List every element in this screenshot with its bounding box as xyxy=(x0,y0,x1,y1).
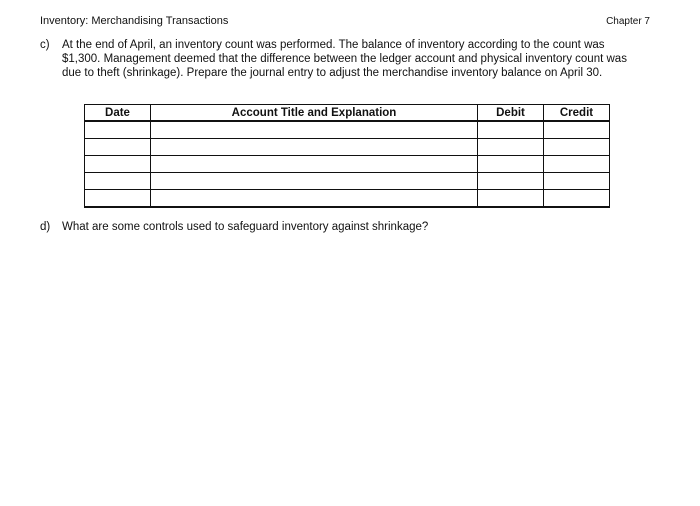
debit-cell[interactable] xyxy=(478,156,544,173)
question-c-text: At the end of April, an inventory count was performed. The balance of inventory according to the count was $1,300. Management deemed that the difference between the ledger account and physical inventory count was due to theft (shrinkage). Prepare the journal entry to adjust the merchandise inventory balance on April 30. xyxy=(62,39,627,80)
account-cell[interactable] xyxy=(151,121,478,139)
credit-cell[interactable] xyxy=(544,139,610,156)
table-row xyxy=(85,156,610,173)
table-row xyxy=(85,190,610,208)
journal-entry-table xyxy=(84,104,610,208)
date-cell[interactable] xyxy=(85,121,151,139)
question-c xyxy=(40,38,640,81)
credit-cell[interactable] xyxy=(544,121,610,139)
table-row xyxy=(85,121,610,139)
account-cell[interactable] xyxy=(151,139,478,156)
column-header-debit: Debit xyxy=(478,105,544,122)
question-d-label: d) xyxy=(40,221,51,233)
debit-cell[interactable] xyxy=(478,173,544,190)
question-d xyxy=(40,220,640,234)
date-cell[interactable] xyxy=(85,190,151,208)
date-cell[interactable] xyxy=(85,156,151,173)
table-row xyxy=(85,173,610,190)
column-header-credit: Credit xyxy=(544,105,610,122)
column-header-date: Date xyxy=(85,105,151,122)
credit-cell[interactable] xyxy=(544,156,610,173)
credit-cell[interactable] xyxy=(544,190,610,208)
account-cell[interactable] xyxy=(151,190,478,208)
question-c-label: c) xyxy=(40,39,50,51)
debit-cell[interactable] xyxy=(478,121,544,139)
chapter-label: Chapter 7 xyxy=(606,16,650,27)
document-title: Inventory: Merchandising Transactions xyxy=(40,15,229,27)
debit-cell[interactable] xyxy=(478,139,544,156)
question-d-text: What are some controls used to safeguard inventory against shrinkage? xyxy=(62,221,429,233)
debit-cell[interactable] xyxy=(478,190,544,208)
credit-cell[interactable] xyxy=(544,173,610,190)
date-cell[interactable] xyxy=(85,139,151,156)
table-row xyxy=(85,139,610,156)
date-cell[interactable] xyxy=(85,173,151,190)
column-header-account: Account Title and Explanation xyxy=(151,105,478,122)
account-cell[interactable] xyxy=(151,173,478,190)
table-header-row xyxy=(85,105,610,122)
account-cell[interactable] xyxy=(151,156,478,173)
